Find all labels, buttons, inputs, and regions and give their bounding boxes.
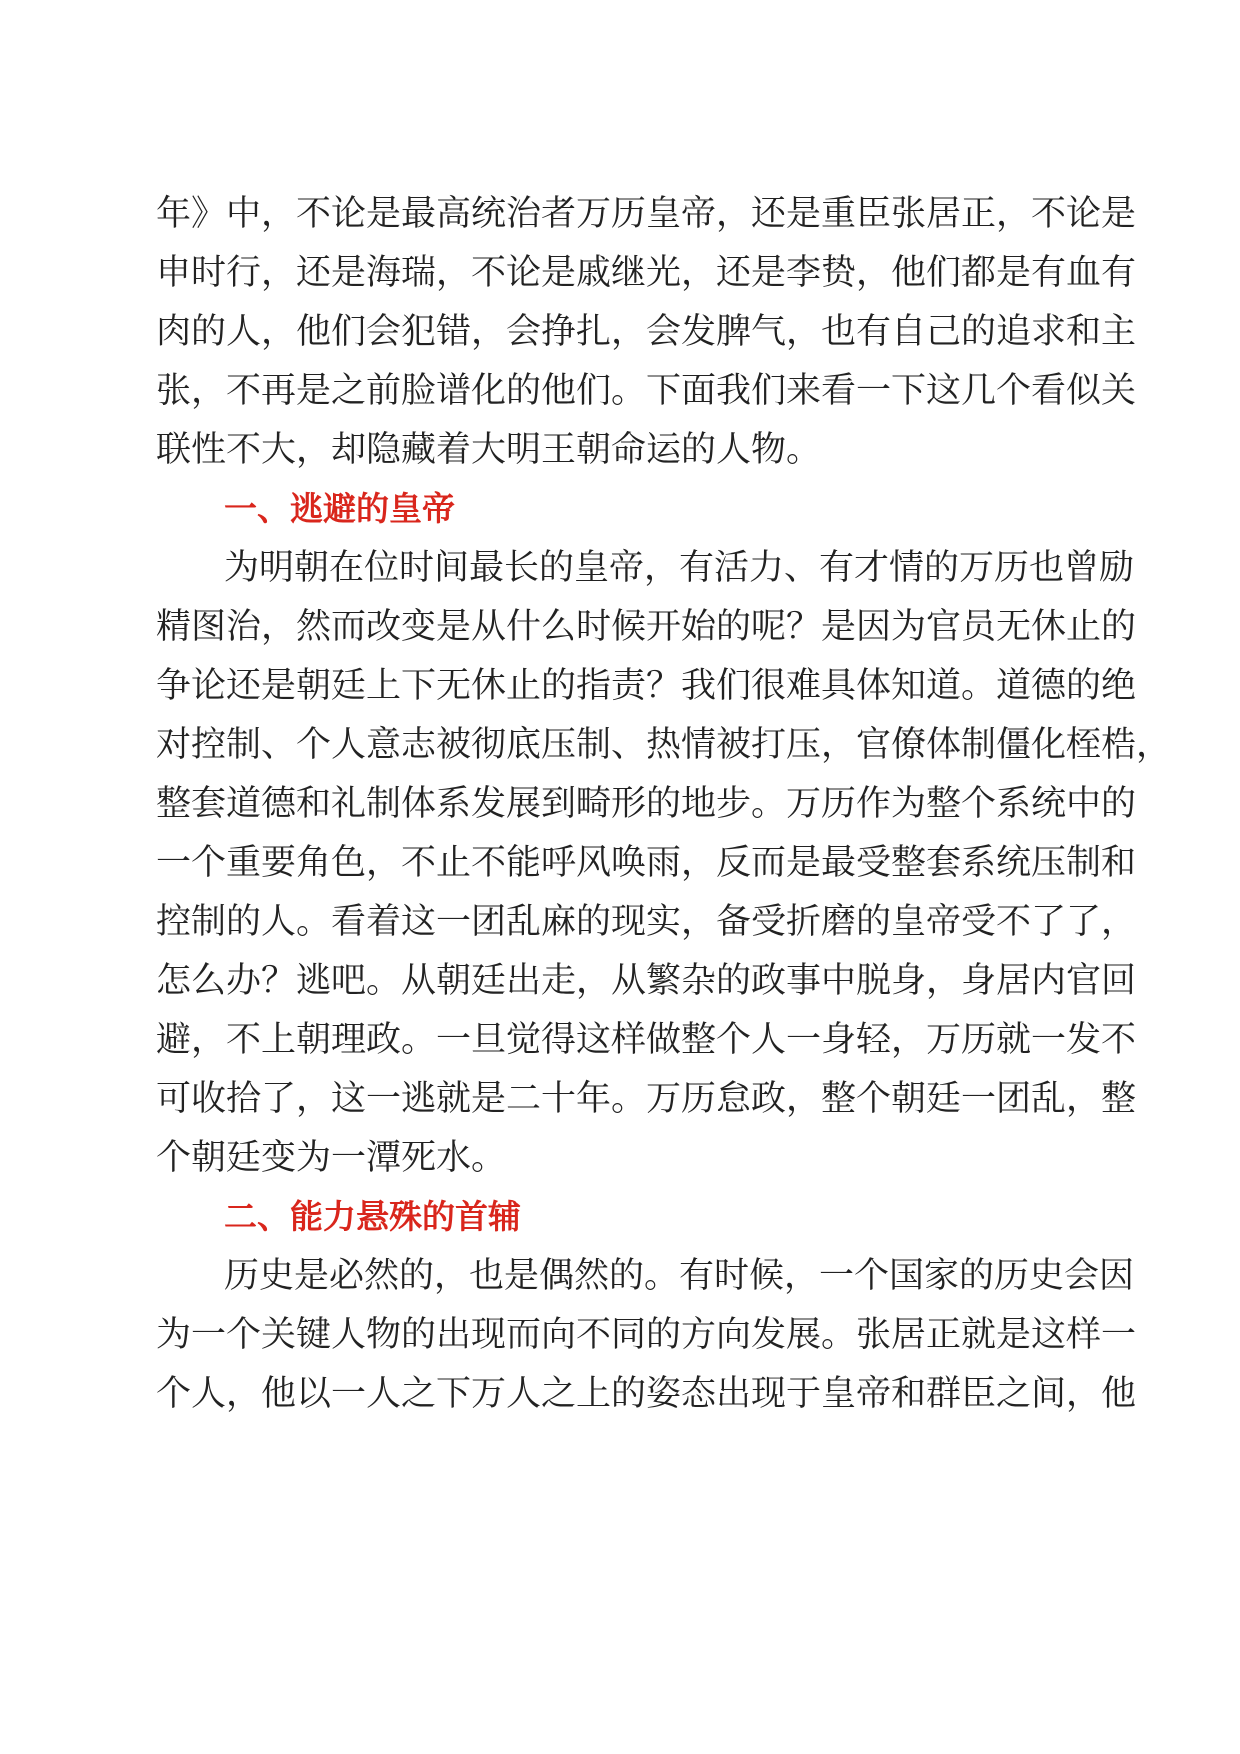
section2-line-1: 历史是必然的，也是偶然的。有时候，一个国家的历史会因	[224, 1256, 1135, 1296]
section1-heading: 一、逃避的皇帝	[224, 489, 455, 528]
section1-line-9: 避，不上朝理政。一旦觉得这样做整个人一身轻，万历就一发不	[156, 1020, 1137, 1060]
section2-line-3: 个人，他以一人之下万人之上的姿态出现于皇帝和群臣之间，他	[156, 1374, 1137, 1414]
section1-line-1: 为明朝在位时间最长的皇帝，有活力、有才情的万历也曾励	[224, 548, 1135, 588]
intro-line-5: 联性不大，却隐藏着大明王朝命运的人物。	[156, 430, 822, 470]
section1-line-7: 控制的人。看着这一团乱麻的现实，备受折磨的皇帝受不了了，	[156, 902, 1137, 942]
section1-line-6: 一个重要角色，不止不能呼风唤雨，反而是最受整套系统压制和	[156, 843, 1137, 883]
section1-line-2: 精图治，然而改变是从什么时候开始的呢？是因为官员无休止的	[156, 607, 1137, 647]
section1-line-8: 怎么办？逃吧。从朝廷出走，从繁杂的政事中脱身，身居内官回	[156, 961, 1137, 1001]
intro-line-4: 张，不再是之前脸谱化的他们。下面我们来看一下这几个看似关	[156, 371, 1137, 411]
section1-line-10: 可收拾了，这一逃就是二十年。万历怠政，整个朝廷一团乱，整	[156, 1079, 1137, 1119]
intro-line-2: 申时行，还是海瑞，不论是戚继光，还是李贽，他们都是有血有	[156, 253, 1137, 293]
section1-line-4: 对控制、个人意志被彻底压制、热情被打压，官僚体制僵化桎梏，	[156, 725, 1172, 765]
intro-line-3: 肉的人，他们会犯错，会挣扎，会发脾气，也有自己的追求和主	[156, 312, 1137, 352]
section2-line-2: 为一个关键人物的出现而向不同的方向发展。张居正就是这样一	[156, 1315, 1137, 1355]
section1-line-5: 整套道德和礼制体系发展到畸形的地步。万历作为整个系统中的	[156, 784, 1137, 824]
section1-line-11: 个朝廷变为一潭死水。	[156, 1138, 507, 1178]
section1-line-3: 争论还是朝廷上下无休止的指责？我们很难具体知道。道德的绝	[156, 666, 1137, 706]
intro-line-1: 年》中，不论是最高统治者万历皇帝，还是重臣张居正，不论是	[156, 194, 1137, 234]
section2-heading: 二、能力悬殊的首辅	[224, 1197, 521, 1236]
